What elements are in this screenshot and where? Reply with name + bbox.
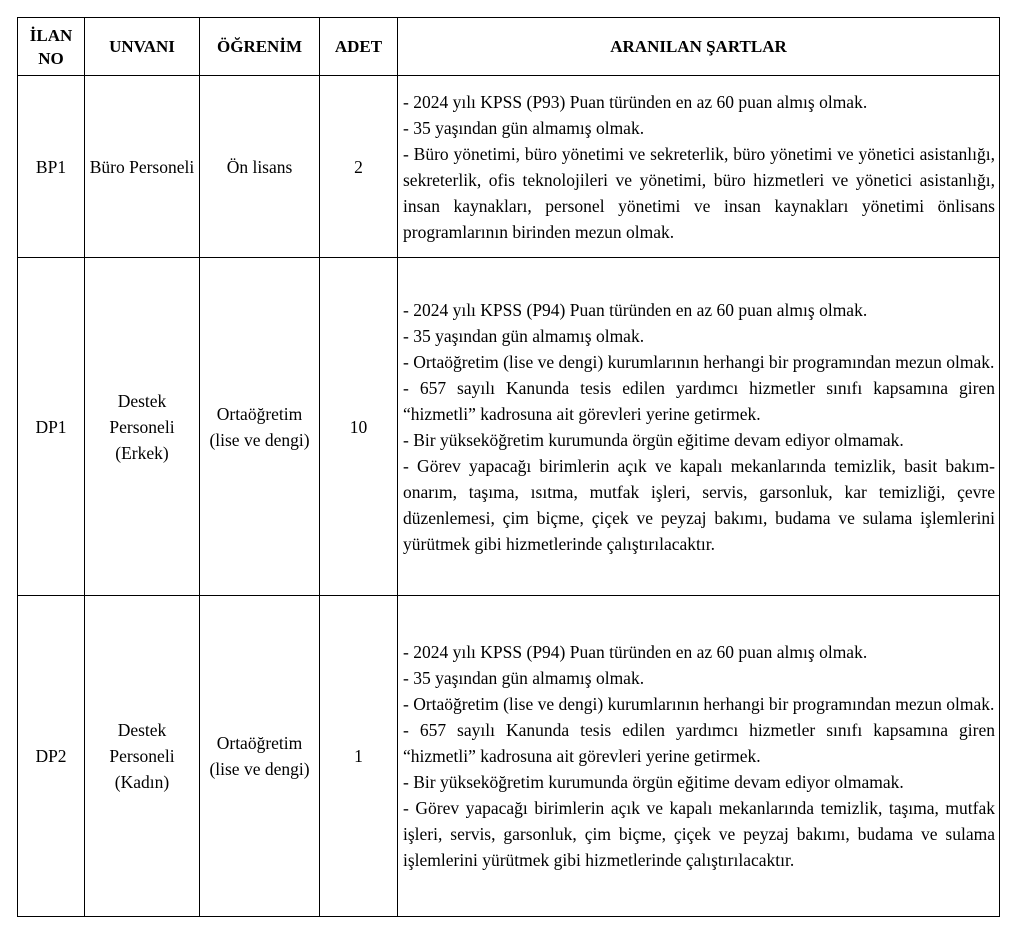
cell-unvani: Destek Personeli (Kadın): [85, 596, 200, 917]
header-adet: ADET: [320, 18, 398, 76]
requirement-item: - Ortaöğretim (lise ve dengi) kurumlarının herhangi bir programından mezun olmak.: [403, 694, 995, 714]
requirement-item: - 2024 yılı KPSS (P93) Puan türünden en az 60 puan almış olmak.: [403, 91, 868, 112]
requirement-item: - 657 sayılı Kanunda tesis edilen yardımcı hizmetler sınıfı kapsamına giren “hizmetli” kadrosuna ait görevleri yerine getirmek.: [403, 720, 995, 766]
cell-ilan-no: DP1: [18, 258, 85, 596]
cell-ogrenim: Ön lisans: [200, 76, 320, 258]
cell-ogrenim: Ortaöğretim (lise ve dengi): [200, 258, 320, 596]
table-row: [18, 258, 1000, 596]
requirement-item: - 2024 yılı KPSS (P94) Puan türünden en az 60 puan almış olmak.: [403, 642, 868, 662]
cell-unvani: Destek Personeli (Erkek): [85, 258, 200, 596]
requirement-item: - 657 sayılı Kanunda tesis edilen yardımcı hizmetler sınıfı kapsamına giren “hizmetli” kadrosuna ait görevleri yerine getirmek.: [403, 377, 995, 424]
header-ogrenim: ÖĞRENİM: [200, 18, 320, 76]
header-aranilan-sartlar: ARANILAN ŞARTLAR: [398, 18, 1000, 76]
cell-adet: 1: [320, 596, 398, 917]
cell-adet: 10: [320, 258, 398, 596]
table-row: [18, 596, 1000, 917]
requirement-item: - Ortaöğretim (lise ve dengi) kurumlarının herhangi bir programından mezun olmak.: [403, 351, 995, 372]
cell-ogrenim: Ortaöğretim (lise ve dengi): [200, 596, 320, 917]
requirement-item: - Bir yükseköğretim kurumunda örgün eğitime devam ediyor olmamak.: [403, 772, 904, 792]
cell-aranilan-sartlar: [398, 76, 1000, 258]
cell-aranilan-sartlar: [398, 258, 1000, 596]
requirement-item: - 35 yaşından gün almamış olmak.: [403, 668, 645, 688]
cell-aranilan-sartlar: [398, 596, 1000, 917]
requirement-item: - Görev yapacağı birimlerin açık ve kapalı mekanlarında temizlik, taşıma, mutfak işleri, servis, garsonluk, çim biçme, çiçek ve peyzaj bakımı, budama ve sulama işlemlerini yürütmek gibi hizmetlerinde çalıştırılacaktır.: [403, 798, 995, 870]
job-postings-table: [17, 17, 1000, 917]
requirement-item: - Büro yönetimi, büro yönetimi ve sekreterlik, büro yönetimi ve yönetici asistanlığı, sekreterlik, ofis teknolojileri ve yönetimi, büro hizmetleri ve yönetici asistanlığı, insan kaynakları, personel yönetimi ve insan kaynakları yönetimi önlisans programlarının birinden mezun olmak.: [403, 143, 995, 242]
header-unvani: UNVANI: [85, 18, 200, 76]
cell-unvani: Büro Personeli: [85, 76, 200, 258]
requirement-item: - Görev yapacağı birimlerin açık ve kapalı mekanlarında temizlik, basit bakım-onarım, taşıma, ısıtma, mutfak işleri, servis, garsonluk, kar temizliği, çevre düzenlemesi, çim biçme, çiçek ve peyzaj bakımı, budama ve sulama işlemlerini yürütmek gibi hizmetlerinde çalıştırılacaktır.: [403, 455, 995, 554]
requirement-item: - 2024 yılı KPSS (P94) Puan türünden en az 60 puan almış olmak.: [403, 299, 868, 320]
cell-ilan-no: DP2: [18, 596, 85, 917]
header-row: [18, 18, 1000, 76]
cell-ilan-no: BP1: [18, 76, 85, 258]
header-ilan-no: İLAN NO: [18, 18, 85, 76]
table-row: [18, 76, 1000, 258]
requirement-item: - Bir yükseköğretim kurumunda örgün eğitime devam ediyor olmamak.: [403, 429, 904, 450]
requirement-item: - 35 yaşından gün almamış olmak.: [403, 325, 645, 346]
cell-adet: 2: [320, 76, 398, 258]
requirement-item: - 35 yaşından gün almamış olmak.: [403, 117, 645, 138]
